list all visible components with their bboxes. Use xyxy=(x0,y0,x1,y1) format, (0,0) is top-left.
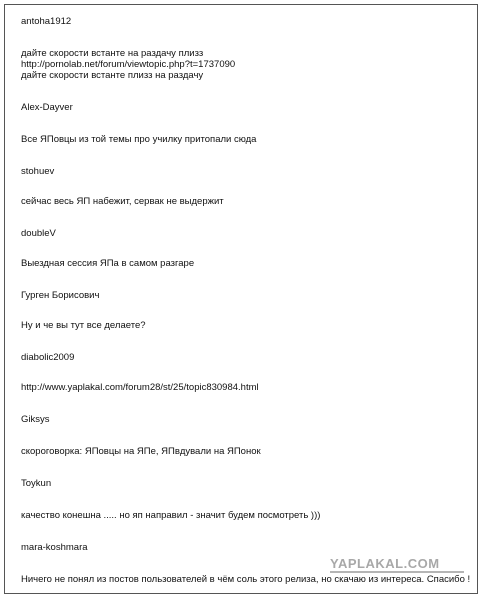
post-link[interactable]: http://www.yaplakal.com/forum28/st/25/topic830984.html xyxy=(21,382,259,393)
post-author: diabolic2009 xyxy=(21,352,75,363)
post-message-line: Ничего не понял из постов пользователей в чём соль этого релиза, но скачаю из интереса. Спасибо ! xyxy=(21,574,471,585)
post-message-line: дайте скорости встанте на раздачу плизз xyxy=(21,48,204,59)
post-message-line: качество конешна ..... но яп направил - значит будем посмотреть ))) xyxy=(21,510,321,521)
post-link[interactable]: http://pornolab.net/forum/viewtopic.php?t=1737090 xyxy=(21,59,236,70)
post-message-line: дайте скорости встанте плизз на раздачу xyxy=(21,70,204,81)
post-author: Alex-Dayver xyxy=(21,102,73,113)
watermark-underline xyxy=(330,571,464,573)
post-author: Giksys xyxy=(21,414,50,425)
post-message-line: скороговорка: ЯПовцы на ЯПе, ЯПвдували на ЯПонок xyxy=(21,446,261,457)
post-message-line: Ну и че вы тут все делаете? xyxy=(21,320,146,331)
post-message-line: сейчас весь ЯП набежит, сервак не выдержит xyxy=(21,196,224,207)
post-author: Гурген Борисович xyxy=(21,290,100,301)
post-author: mara-koshmara xyxy=(21,542,88,553)
post-message-line: Выездная сессия ЯПа в самом разгаре xyxy=(21,258,195,269)
post-author: stohuev xyxy=(21,166,55,177)
post-author: Toykun xyxy=(21,478,52,489)
site-watermark: YAPLAKAL.COM xyxy=(330,556,440,571)
post-author: doubleV xyxy=(21,228,56,239)
post-message-line: Все ЯПовцы из той темы про училку притопали сюда xyxy=(21,134,257,145)
post-author: antoha1912 xyxy=(21,16,72,27)
